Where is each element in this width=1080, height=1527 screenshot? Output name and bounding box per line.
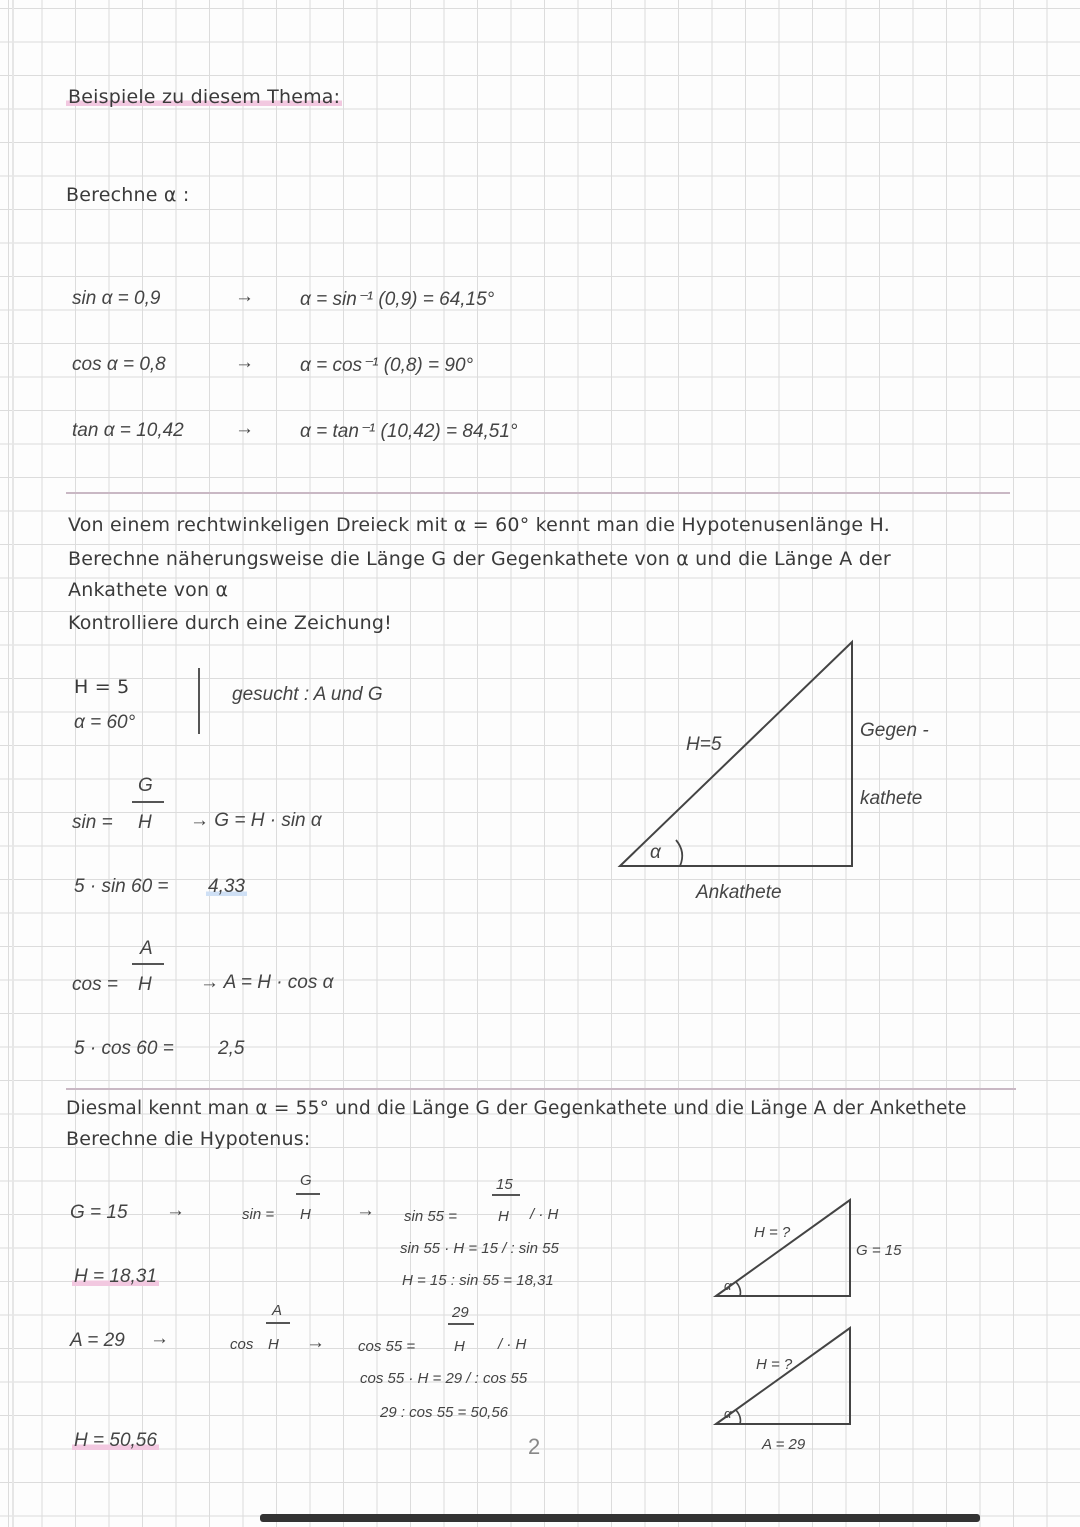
ex3-cos-step1-bar <box>448 1323 474 1325</box>
ex2-cos-lhs: cos = <box>72 974 118 995</box>
ex3-cos-lhs: cos <box>230 1336 254 1353</box>
ex2-line3: Ankathete von α <box>68 579 229 601</box>
ex1-row1-arrow: → <box>235 286 254 307</box>
ex2-line4: Kontrolliere durch eine Zeichung! <box>68 612 392 634</box>
ex3-sin-step1-num: 15 <box>496 1176 513 1193</box>
ex3-h-result-2: H = 50,56 <box>74 1430 157 1451</box>
ex2-tri-angle-label: α <box>650 842 661 863</box>
ex3-sin-step1-bar <box>492 1194 520 1196</box>
divider-2 <box>66 1088 1016 1090</box>
ex2-tri-hyp-label: H=5 <box>686 734 722 755</box>
ex2-cos-calc: 5 · cos 60 = <box>74 1038 174 1059</box>
ex3-cos-step1-op: / · H <box>498 1336 527 1353</box>
ex1-row2-given: cos α = 0,8 <box>72 354 166 375</box>
ex3-line1: Diesmal kennt man α = 55° und die Länge G der Gegenkathete und die Länge A der Ankethete <box>66 1098 967 1119</box>
section-heading: Beispiele zu diesem Thema: <box>68 86 341 108</box>
ex3-sin-den: H <box>300 1206 311 1223</box>
ex2-tri-adj-label: Ankathete <box>696 882 782 903</box>
ex2-cos-num: A <box>140 938 153 959</box>
ex2-given-alpha: α = 60° <box>74 712 136 733</box>
ex2-line1: Von einem rechtwinkeligen Dreieck mit α = 60° kennt man die Hypotenusenlänge H. <box>68 514 890 536</box>
ex3-cos-step1-num: 29 <box>452 1304 469 1321</box>
ex2-tri-opp-label-1: Gegen - <box>860 720 929 741</box>
ex2-cos-result: 2,5 <box>218 1038 245 1059</box>
ex3-tri1-angle: α <box>724 1278 732 1293</box>
ex3-arrow-2: → <box>150 1328 169 1349</box>
ex2-line2: Berechne näherungsweise die Länge G der Gegenkathete von α und die Länge A der <box>68 548 891 570</box>
ex3-triangle-1-arc <box>736 1282 741 1296</box>
ex3-tri2-a-label: A = 29 <box>762 1436 806 1453</box>
ex3-cos-step1-den: H <box>454 1338 465 1355</box>
ex3-triangle-2 <box>716 1328 850 1424</box>
ex3-arrow-4: → <box>306 1332 325 1353</box>
ex2-sin-num: G <box>138 775 153 796</box>
ex3-tri2-angle: α <box>724 1406 732 1421</box>
ex2-angle-arc <box>676 840 682 866</box>
ex3-arrow-3: → <box>356 1200 375 1221</box>
ex3-triangle-2-arc <box>736 1410 741 1424</box>
ex3-cos-num: A <box>272 1302 283 1319</box>
ex3-cos-step2: cos 55 · H = 29 / : cos 55 <box>360 1370 528 1387</box>
ex3-sin-step1-den: H <box>498 1208 509 1225</box>
ex3-line2: Berechne die Hypotenus: <box>66 1128 311 1150</box>
ex3-cos-step3: 29 : cos 55 = 50,56 <box>380 1404 509 1421</box>
ex2-cos-den: H <box>138 974 152 995</box>
ex2-cos-rule: → A = H · cos α <box>200 972 334 993</box>
ex1-row2-arrow: → <box>235 352 254 373</box>
bottom-scroll-bar[interactable] <box>260 1514 980 1522</box>
ex3-sin-step1-op: / · H <box>530 1206 559 1223</box>
ex1-row1-given: sin α = 0,9 <box>72 288 161 309</box>
ex2-sin-rule: → G = H · sin α <box>190 810 322 831</box>
ex3-tri1-h-label: H = ? <box>754 1224 791 1241</box>
ex3-tri2-h-label: H = ? <box>756 1356 793 1373</box>
ex3-sin-lhs: sin = <box>242 1206 275 1223</box>
ex2-sin-lhs: sin = <box>72 812 113 833</box>
ex1-row2-result: α = cos⁻¹ (0,8) = 90° <box>300 355 474 376</box>
ex1-row3-arrow: → <box>235 418 254 439</box>
ex3-cos-step1-lhs: cos 55 = <box>358 1338 416 1355</box>
ex3-sin-num: G <box>300 1172 312 1189</box>
ex3-sin-step1-lhs: sin 55 = <box>404 1208 457 1225</box>
ex2-triangle <box>620 642 852 866</box>
ex3-sin-step2: sin 55 · H = 15 / : sin 55 <box>400 1240 559 1257</box>
ex2-sin-result: 4,33 <box>208 876 245 897</box>
ex2-sought: gesucht : A und G <box>232 684 383 705</box>
ex3-cos-den: H <box>268 1336 279 1353</box>
ex3-arrow-1: → <box>166 1200 185 1221</box>
ex2-tri-opp-label-2: kathete <box>860 788 923 809</box>
ex3-tri1-g-label: G = 15 <box>856 1242 902 1259</box>
ex1-row3-given: tan α = 10,42 <box>72 420 184 441</box>
ex3-sin-fraction-bar <box>296 1193 320 1195</box>
ex1-row1-result: α = sin⁻¹ (0,9) = 64,15° <box>300 289 495 310</box>
ex1-row3-result: α = tan⁻¹ (10,42) = 84,51° <box>300 421 518 442</box>
ex2-sin-calc: 5 · sin 60 = <box>74 876 169 897</box>
page-number: 2 <box>528 1434 541 1459</box>
ex3-triangle-1 <box>716 1200 850 1296</box>
ex1-prompt: Berechne α : <box>66 184 190 206</box>
ex3-h-result-1: H = 18,31 <box>74 1266 157 1287</box>
ex3-cos-fraction-bar <box>266 1322 290 1324</box>
ex3-sin-step3: H = 15 : sin 55 = 18,31 <box>402 1272 554 1289</box>
ex2-given-h: H = 5 <box>74 676 130 698</box>
ex3-g-given: G = 15 <box>70 1202 128 1223</box>
ex2-sin-den: H <box>138 812 152 833</box>
ex3-a-given: A = 29 <box>70 1330 125 1351</box>
